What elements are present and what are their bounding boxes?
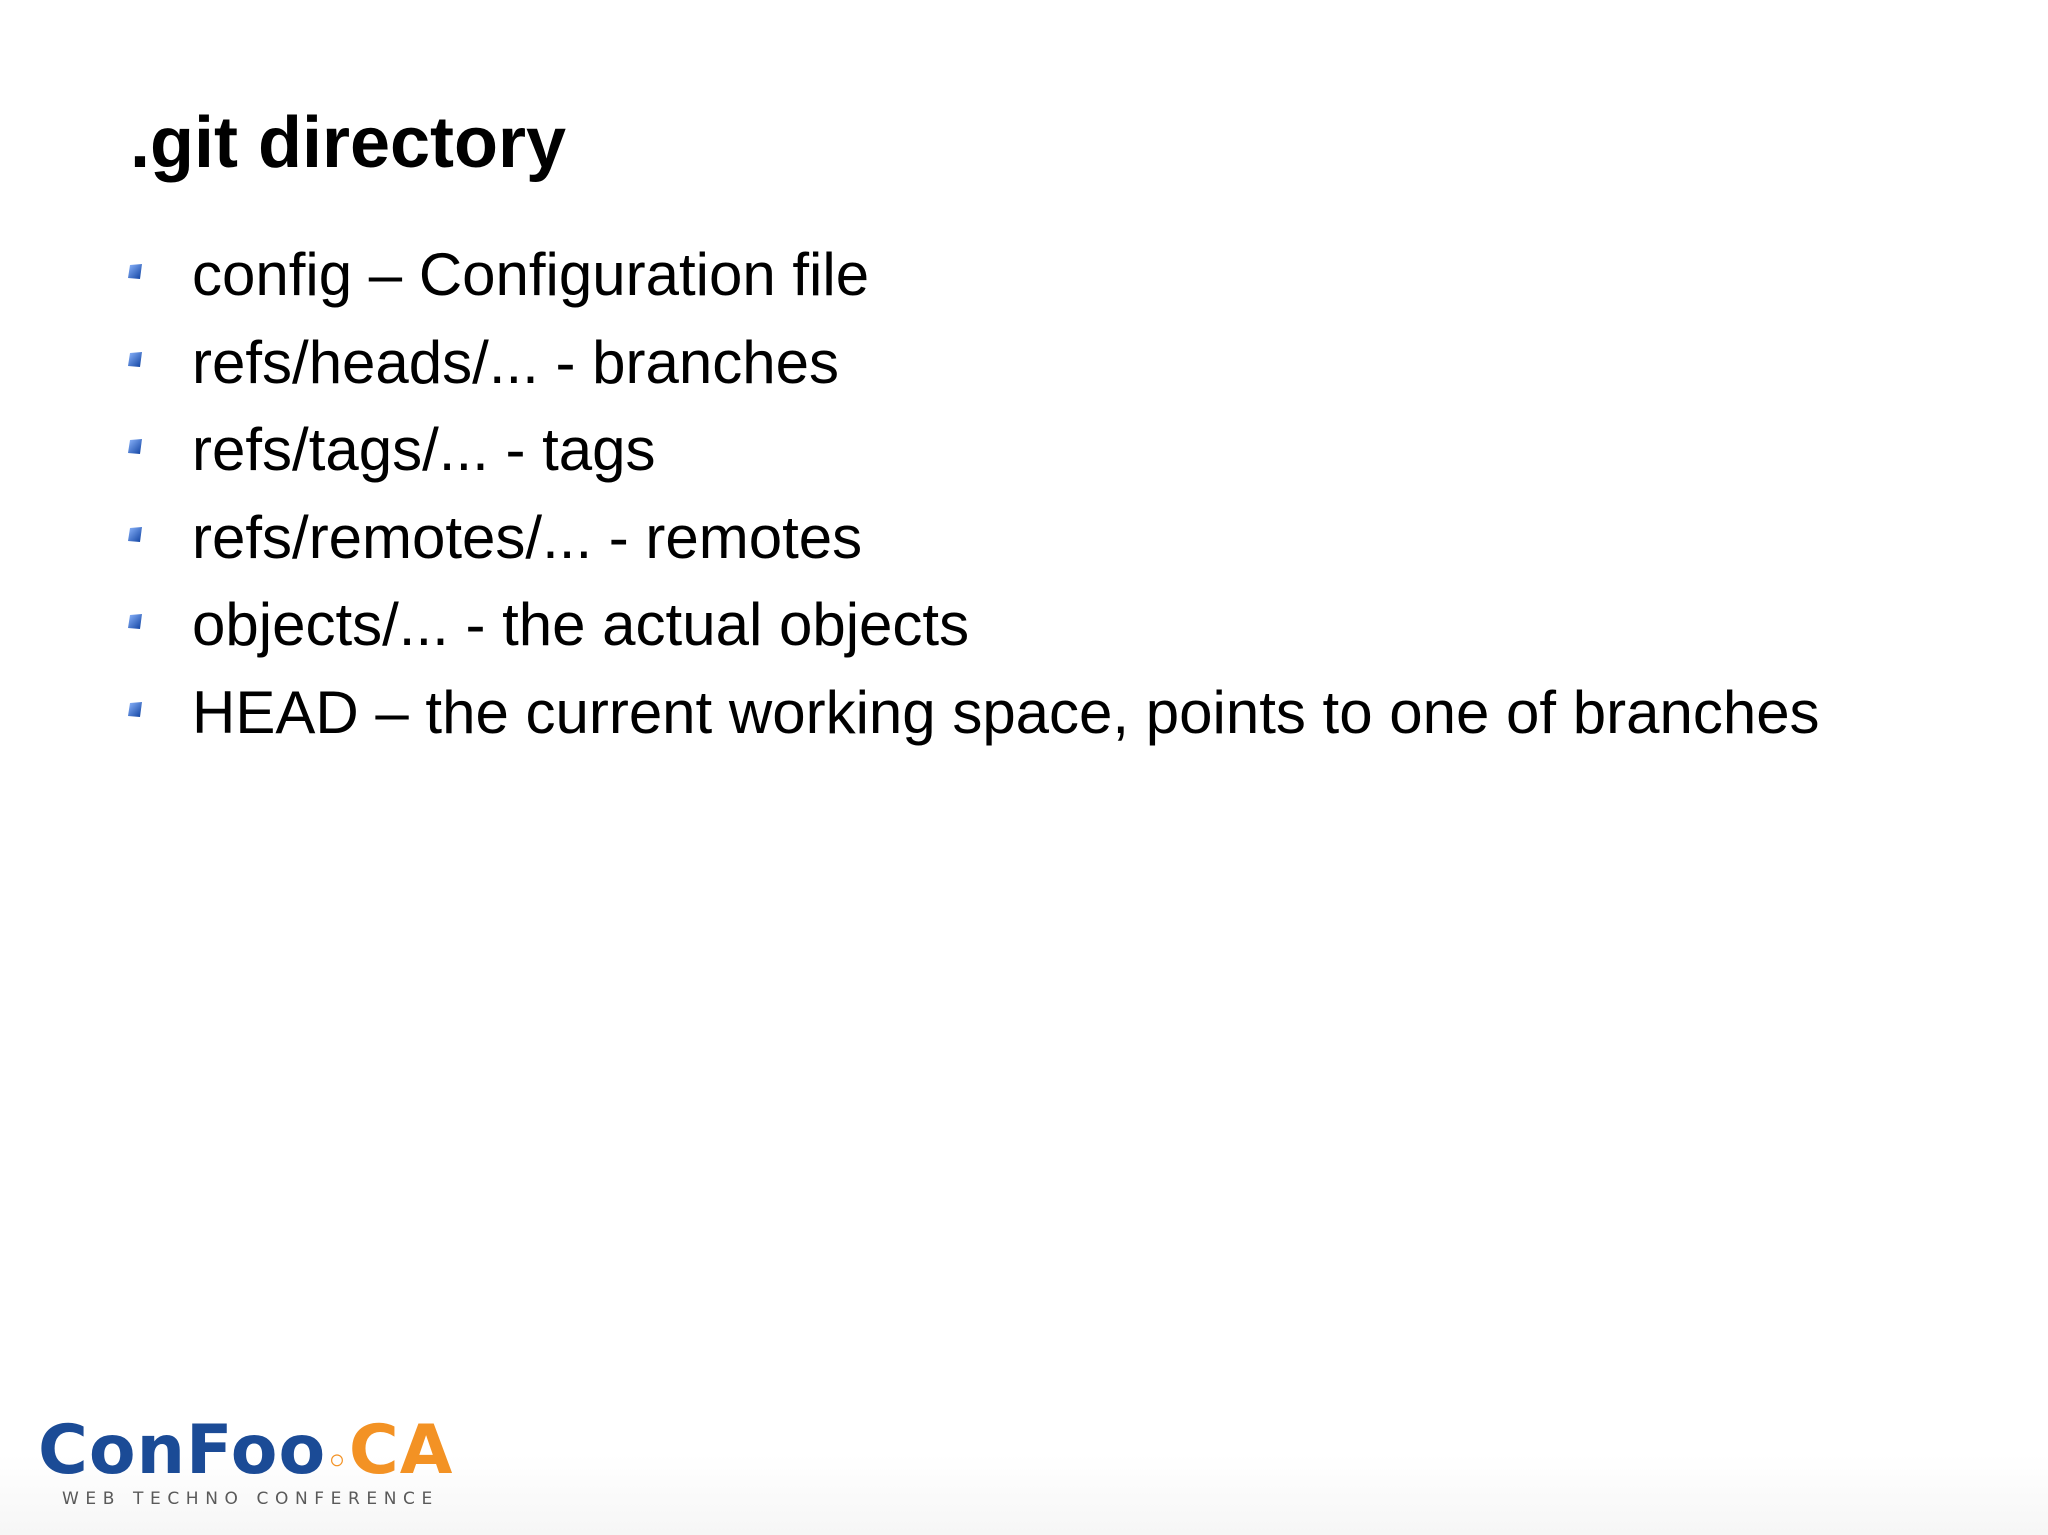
blue-square-bullet-icon: [127, 352, 143, 368]
blue-square-bullet-icon: [127, 264, 143, 280]
bullet-text: refs/heads/... - branches: [192, 328, 839, 396]
bullet-item: [0, 240, 1820, 328]
bullet-text: config – Configuration file: [192, 241, 870, 308]
bullet-item: [0, 415, 1820, 503]
bullet-item: [0, 328, 1820, 416]
logo-wordmark: [38, 1411, 454, 1490]
logo-suffix: CA: [348, 1411, 454, 1490]
bullet-text: objects/... - the actual objects: [192, 591, 970, 658]
bullet-text: HEAD – the current working space, points to one of branches: [192, 678, 1820, 746]
blue-square-bullet-icon: [127, 527, 143, 543]
blue-square-bullet-icon: [127, 702, 143, 718]
blue-square-bullet-icon: [127, 614, 143, 630]
bullet-text: refs/tags/... - tags: [192, 416, 656, 483]
slide-title: .git directory: [130, 103, 567, 183]
bullet-item: [0, 678, 1820, 766]
confoo-logo: [38, 1411, 454, 1515]
bullet-item: [0, 503, 1820, 591]
logo-tagline: WEB TECHNO CONFERENCE: [62, 1489, 439, 1509]
bullet-item: [0, 590, 1820, 678]
bullet-text: refs/remotes/... - remotes: [192, 503, 863, 571]
logo-brand: ConFoo: [38, 1411, 327, 1490]
bullet-list: [0, 240, 1820, 765]
logo-dot: ◦: [326, 1442, 349, 1482]
blue-square-bullet-icon: [127, 439, 143, 455]
